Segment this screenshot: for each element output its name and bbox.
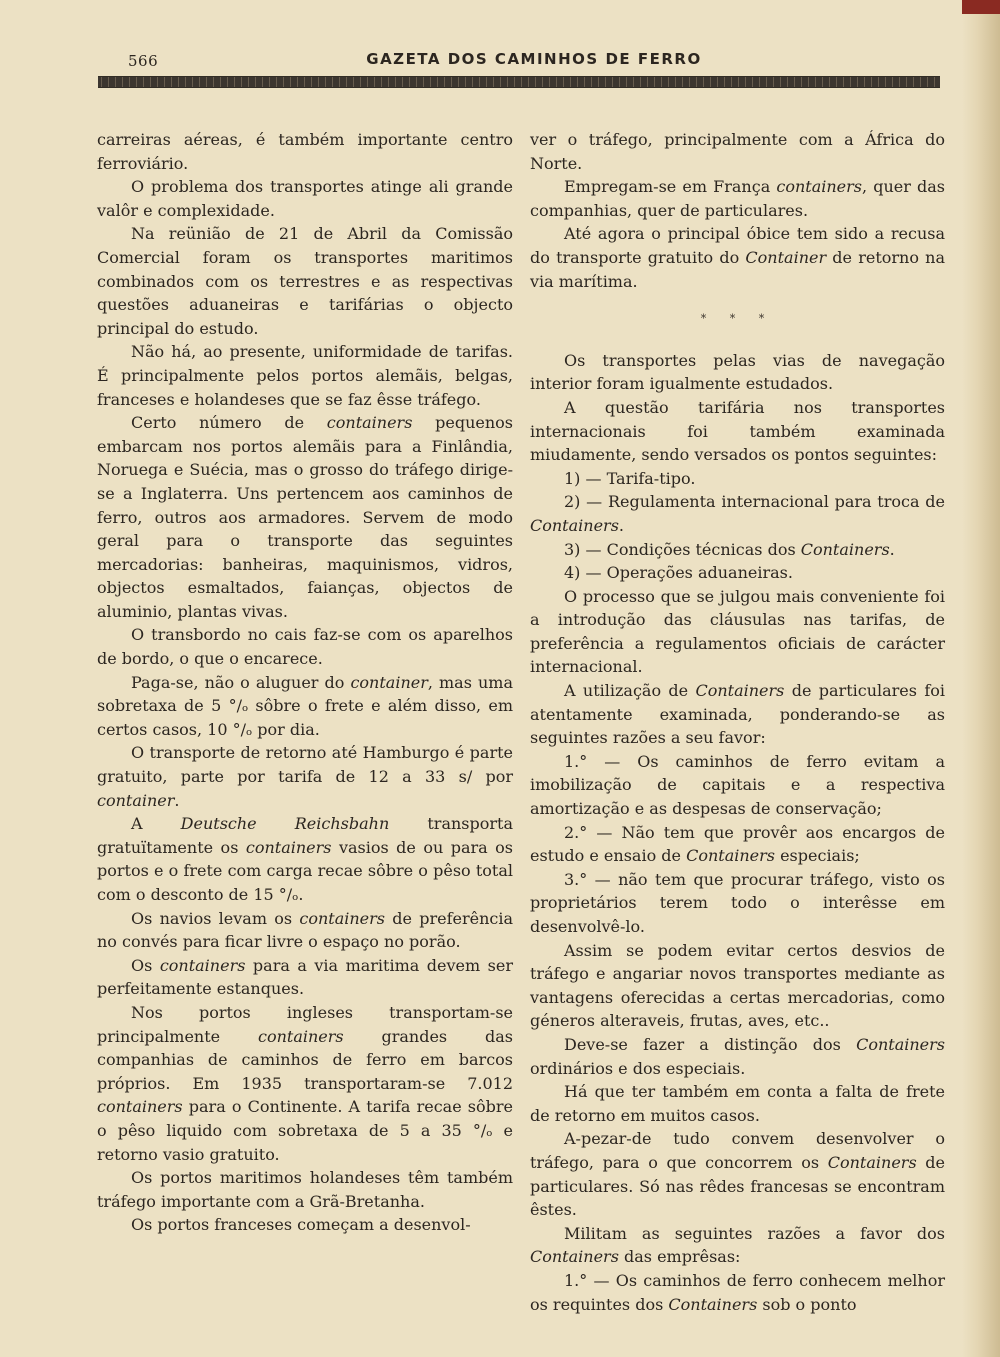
paragraph bbox=[530, 128, 945, 175]
section-separator: * * * bbox=[700, 312, 775, 326]
page-number: 566 bbox=[128, 52, 159, 70]
paragraph bbox=[97, 907, 513, 954]
italic-term: Containers bbox=[530, 1247, 619, 1267]
paragraph bbox=[97, 623, 513, 670]
text-run: especiais; bbox=[775, 846, 860, 866]
text-run: Os portos maritimos holandeses têm também tráfego importante com a Grã-Bretanha. bbox=[97, 1168, 513, 1211]
paragraph bbox=[530, 1080, 945, 1127]
text-run: O problema dos transportes atinge ali grande valôr e complexidade. bbox=[97, 177, 513, 220]
paragraph bbox=[530, 679, 945, 750]
italic-term: Containers bbox=[827, 1152, 917, 1172]
text-run: sob o ponto bbox=[757, 1294, 857, 1314]
text-run: Militam as seguintes razões a favor dos bbox=[564, 1223, 945, 1243]
text-run: pequenos embarcam nos portos alemãis para a Finlândia, Noruega e Suécia, mas o grosso do tráfego dirige-se a Inglaterra. Uns pertencem aos caminhos de ferro, outros aos armadores. Servem de modo geral para o transporte das seguintes mercadorias: banheiras, maquinismos, vidros, objectos esmaltados, faianças, objectos de aluminio, plantas vivas. bbox=[97, 413, 514, 621]
text-run: Na reünião de 21 de Abril da Comissão Comercial foram os transportes maritimos combinados com os terrestres e as respectivas questões aduaneiras e tarifárias o objecto principal do estudo. bbox=[97, 224, 513, 338]
paragraph bbox=[530, 349, 945, 396]
text-run: Assim se podem evitar certos desvios de tráfego e angariar novos transportes mediante as vantagens oferecidas a certas mercadorias, como géneros alteraveis, frutas, aves, etc.. bbox=[530, 940, 945, 1031]
right-column bbox=[530, 128, 945, 1316]
text-run: O processo que se julgou mais conveniente foi a introdução das cláusulas nas tarifas, de preferência a regulamentos oficiais de carácter internacional. bbox=[530, 586, 945, 677]
italic-term: Containers bbox=[686, 846, 775, 866]
paragraph bbox=[530, 490, 945, 537]
corner-mark bbox=[962, 0, 1000, 14]
left-column bbox=[97, 128, 513, 1237]
text-run: de preferência no convés para ficar livre o espaço no porão. bbox=[97, 908, 514, 952]
paragraph bbox=[97, 741, 513, 812]
text-run: 3) — Condições técnicas dos bbox=[564, 539, 801, 559]
italic-term: containers bbox=[245, 837, 332, 857]
paragraph bbox=[530, 561, 945, 585]
text-run: 1.° — Os caminhos de ferro evitam a imobilização de capitais e a respectiva amortização e as despesas de conservação; bbox=[530, 751, 945, 819]
text-run: A-pezar-de tudo convem desenvolver o tráfego, para o que concorrem os bbox=[530, 1129, 945, 1172]
text-run: ordinários e dos especiais. bbox=[530, 1058, 746, 1078]
italic-term: Container bbox=[745, 247, 827, 267]
text-run: para o Continente. A tarifa recae sôbre o pêso liquido com sobretaxa de 5 a 35 °/ₒ e retorno vasio gratuito. bbox=[97, 1097, 513, 1164]
paragraph bbox=[97, 1213, 513, 1237]
text-run: 2.° — Não tem que provêr aos encargos de estudo e ensaio de bbox=[530, 822, 945, 866]
right-column-top bbox=[530, 128, 945, 293]
paragraph bbox=[530, 1222, 945, 1269]
italic-term: containers bbox=[159, 955, 246, 975]
text-run: A questão tarifária nos transportes internacionais foi também examinada miudamente, sendo versados os pontos seguintes: bbox=[530, 397, 945, 465]
italic-term: Deutsche Reichsbahn bbox=[180, 814, 390, 834]
text-run: Deve-se fazer a distinção dos bbox=[564, 1034, 857, 1054]
text-run: ver o tráfego, principalmente com a África do Norte. bbox=[530, 130, 945, 173]
right-column-bottom bbox=[530, 349, 945, 1316]
paragraph bbox=[97, 222, 513, 340]
text-run: vasios de ou para os portos e o frete com carga recae sôbre o pêso total com o desconto de 15 °/ₒ. bbox=[97, 837, 513, 904]
paragraph bbox=[97, 671, 513, 742]
paragraph bbox=[97, 1001, 513, 1166]
paragraph bbox=[530, 585, 945, 679]
paragraph bbox=[530, 175, 945, 222]
text-run: grandes das companhias de caminhos de ferro em barcos próprios. Em 1935 transportaram-se 7.012 bbox=[97, 1026, 513, 1093]
paragraph bbox=[97, 340, 513, 411]
italic-term: containers bbox=[97, 1097, 183, 1117]
text-run: de particulares foi atentamente examinada, ponderando-se as seguintes razões a seu favor: bbox=[530, 681, 945, 748]
italic-term: containers bbox=[258, 1026, 344, 1046]
text-run: A bbox=[131, 814, 181, 834]
text-run: de particulares. Só nas rêdes francesas se encontram êstes. bbox=[530, 1152, 946, 1220]
text-run: 3.° — não tem que procurar tráfego, visto os proprietários terem todo o interêsse em desenvolvê-lo. bbox=[530, 869, 945, 936]
text-run: 1) — Tarifa-tipo. bbox=[564, 468, 696, 488]
text-run: das emprêsas: bbox=[618, 1247, 741, 1267]
text-run: , mas uma sobretaxa de 5 °/ₒ sôbre o frete e além disso, em certos casos, 10 °/ₒ por dia. bbox=[97, 672, 514, 739]
text-run: Há que ter também em conta a falta de frete de retorno em muitos casos. bbox=[530, 1082, 945, 1125]
paragraph bbox=[97, 812, 513, 906]
text-run: Os navios levam os bbox=[131, 908, 300, 928]
paragraph bbox=[530, 396, 945, 467]
italic-term: containers bbox=[299, 908, 385, 928]
text-run: Não há, ao presente, uniformidade de tarifas. É principalmente pelos portos alemãis, belgas, franceses e holandeses que se faz êsse tráfego. bbox=[97, 342, 513, 409]
publication-title: GAZETA DOS CAMINHOS DE FERRO bbox=[366, 50, 702, 68]
text-run: O transporte de retorno até Hamburgo é parte gratuito, parte por tarifa de 12 a 33 s/ por bbox=[97, 743, 513, 787]
paragraph bbox=[530, 1127, 945, 1221]
paragraph bbox=[97, 411, 513, 623]
header-rule bbox=[98, 76, 940, 88]
text-run: Os transportes pelas vias de navegação interior foram igualmente estudados. bbox=[530, 350, 945, 394]
paragraph bbox=[530, 1269, 945, 1316]
text-run: . bbox=[618, 515, 624, 535]
text-run: 2) — Regulamenta internacional para troca de bbox=[564, 492, 945, 512]
page-edge bbox=[962, 0, 1000, 1357]
paragraph bbox=[530, 821, 945, 868]
text-run: A utilização de bbox=[564, 681, 696, 701]
italic-term: Containers bbox=[800, 539, 890, 559]
text-run: Nos portos ingleses transportam-se principalmente bbox=[97, 1002, 513, 1046]
italic-term: Containers bbox=[530, 515, 619, 535]
paragraph bbox=[530, 1033, 945, 1080]
italic-term: Containers bbox=[695, 681, 785, 701]
text-run: transporta gratuïtamente os bbox=[97, 814, 514, 857]
italic-term: containers bbox=[326, 413, 413, 433]
text-run: Empregam-se em França bbox=[564, 177, 777, 197]
paragraph bbox=[530, 467, 945, 491]
paragraph bbox=[530, 868, 945, 939]
italic-term: containers bbox=[776, 177, 862, 197]
text-run: carreiras aéreas, é também importante centro ferroviário. bbox=[97, 130, 513, 173]
text-run: de retorno na via marítima. bbox=[530, 247, 946, 291]
paragraph bbox=[530, 222, 945, 293]
text-run: , quer das companhias, quer de particulares. bbox=[530, 177, 945, 220]
paragraph bbox=[97, 1166, 513, 1213]
paragraph bbox=[530, 939, 945, 1033]
paragraph bbox=[97, 954, 513, 1001]
text-run: 1.° — Os caminhos de ferro conhecem melhor os requintes dos bbox=[530, 1270, 945, 1314]
text-run: . bbox=[174, 790, 180, 810]
italic-term: container bbox=[97, 790, 175, 810]
text-run: para a via maritima devem ser perfeitamente estanques. bbox=[97, 955, 513, 999]
text-run: Os bbox=[131, 955, 160, 975]
italic-term: container bbox=[350, 672, 428, 692]
text-run: Paga-se, não o aluguer do bbox=[131, 672, 351, 692]
text-run: Até agora o principal óbice tem sido a recusa do transporte gratuito do bbox=[530, 224, 945, 267]
italic-term: Containers bbox=[668, 1294, 758, 1314]
paragraph bbox=[97, 175, 513, 222]
running-header bbox=[128, 48, 940, 70]
text-run: Os portos franceses começam a desenvol- bbox=[131, 1215, 471, 1235]
paragraph bbox=[530, 750, 945, 821]
italic-term: Containers bbox=[856, 1034, 945, 1054]
text-run: O transbordo no cais faz-se com os aparelhos de bordo, o que o encarece. bbox=[97, 625, 513, 669]
text-run: Certo número de bbox=[131, 413, 327, 433]
text-run: 4) — Operações aduaneiras. bbox=[564, 563, 793, 583]
paragraph bbox=[97, 128, 513, 175]
paragraph bbox=[530, 538, 945, 562]
text-run: . bbox=[889, 539, 895, 559]
